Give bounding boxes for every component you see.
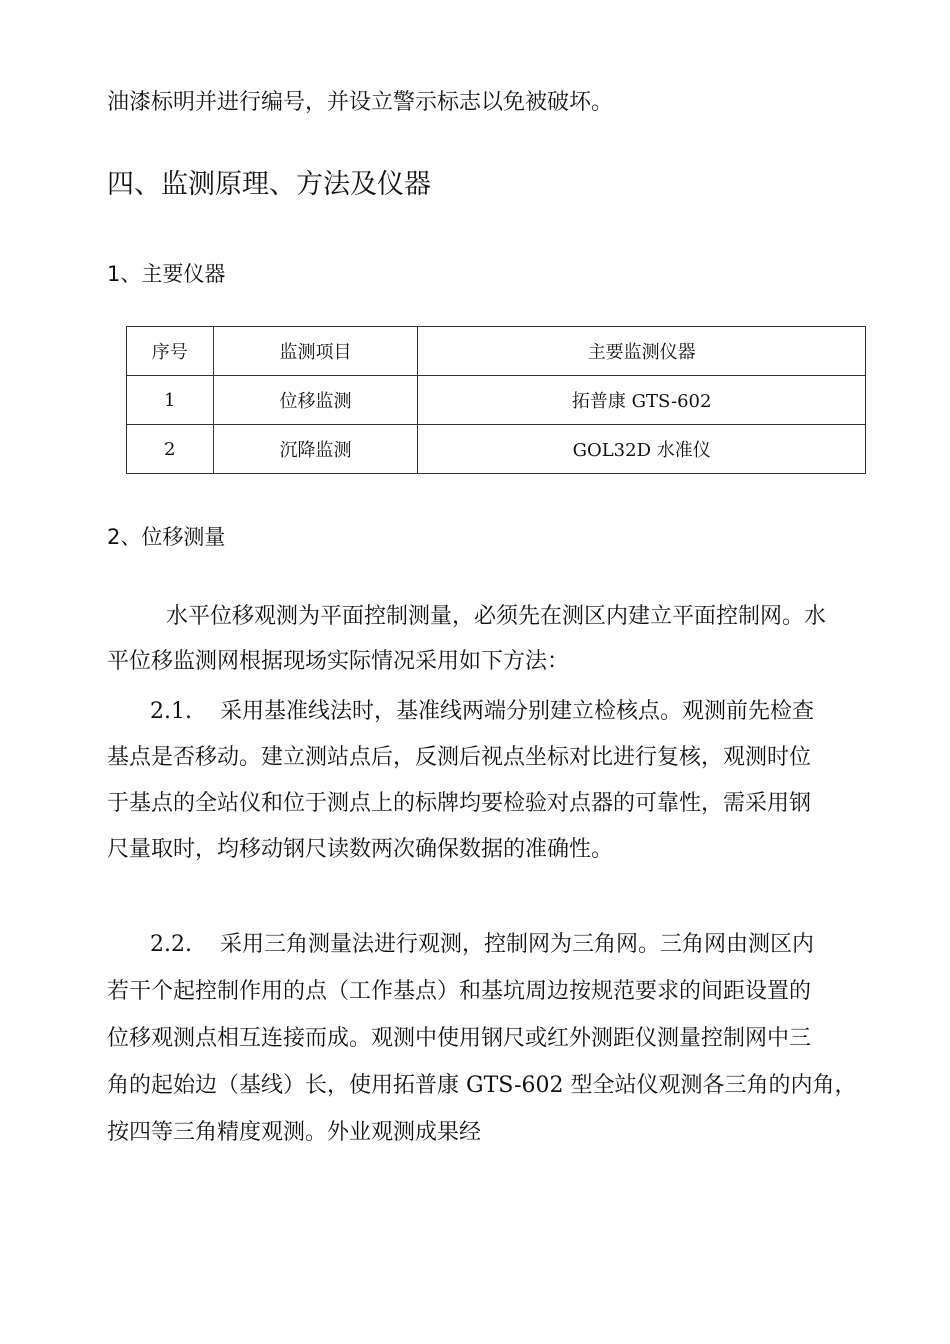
subsection-title-instruments: 1、主要仪器 [107,262,226,286]
header-instrument: 主要监测仪器 [418,327,866,376]
table-row [127,376,866,425]
paragraph-line: 位移观测点相互连接而成。观测中使用钢尺或红外测距仪测量控制网中三 [107,1026,812,1051]
instrument-table [126,326,866,474]
paragraph-line: 水平位移观测为平面控制测量，必须先在测区内建立平面控制网。水 [166,604,827,629]
section-title: 四、监测原理、方法及仪器 [107,169,431,200]
paragraph-line: 基点是否移动。建立测站点后，反测后视点坐标对比进行复核，观测时位 [107,745,812,770]
paragraph-line: 平位移监测网根据现场实际情况采用如下方法： [107,649,570,674]
paragraph-line: 若干个起控制作用的点（工作基点）和基坑周边按规范要求的间距设置的 [107,979,812,1004]
paragraph-line: 尺量取时，均移动钢尺读数两次确保数据的准确性。 [107,837,614,862]
paragraph-line: 于基点的全站仪和位于测点上的标牌均要检验对点器的可靠性，需采用钢 [107,791,812,816]
header-item: 监测项目 [213,327,418,376]
cell-index: 2 [127,425,214,474]
table-row [127,425,866,474]
paragraph-line: 2.1. 采用基准线法时，基准线两端分别建立检核点。观测前先检查 [150,699,814,724]
table-header-row [127,327,866,376]
cell-index: 1 [127,376,214,425]
cell-item: 沉降监测 [213,425,418,474]
subsection-title-displacement: 2、位移测量 [107,525,226,549]
paragraph-line: 按四等三角精度观测。外业观测成果经 [107,1120,482,1145]
cell-instrument: GOL32D 水准仪 [418,425,866,474]
header-index: 序号 [127,327,214,376]
cell-item: 位移监测 [213,376,418,425]
intro-line: 油漆标明并进行编号，并设立警示标志以免被破坏。 [107,90,614,115]
paragraph-line: 角的起始边（基线）长，使用拓普康 GTS-602 型全站仪观测各三角的内角， [107,1073,857,1098]
paragraph-line: 2.2. 采用三角测量法进行观测，控制网为三角网。三角网由测区内 [150,932,814,957]
cell-instrument: 拓普康 GTS-602 [418,376,866,425]
